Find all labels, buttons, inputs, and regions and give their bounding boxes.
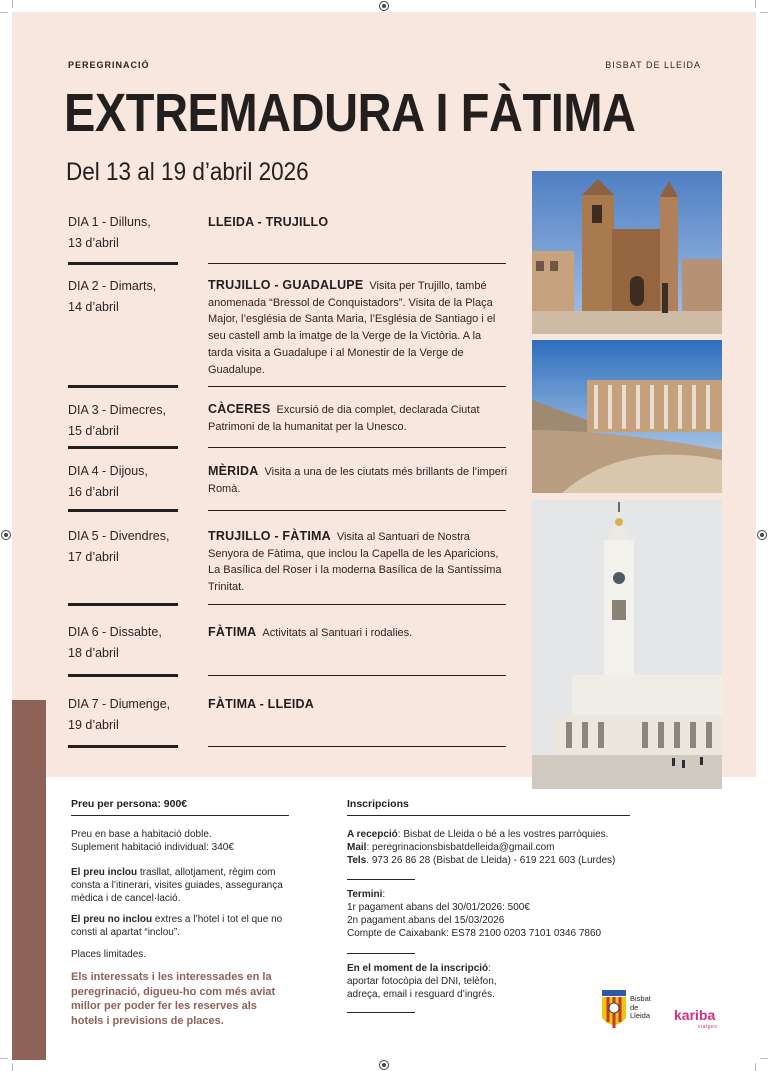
day-name: DIA 4 - Dijous,	[68, 464, 148, 478]
reception-line	[347, 828, 677, 841]
day-name: DIA 3 - Dimecres,	[68, 403, 166, 417]
accent-bar	[12, 700, 46, 1060]
places-limited: Places limitades.	[71, 949, 147, 960]
content-rule	[208, 263, 506, 264]
merida-theatre-illustration	[532, 340, 722, 493]
kariba-logo: kariba	[674, 1007, 716, 1023]
day-name: DIA 2 - Dimarts,	[68, 279, 157, 293]
mail-text: : peregrinacionsbisbatdelleida@gmail.com	[366, 842, 555, 853]
day-name: DIA 7 - Diumenge,	[68, 697, 171, 711]
eyebrow-category: PEREGRINACIÓ	[68, 60, 150, 70]
day-rule	[68, 385, 178, 388]
terms-second-payment: 2n pagament abans del 15/03/2026	[347, 915, 505, 926]
day-name: DIA 5 - Divendres,	[68, 529, 170, 543]
reception-text: : Bisbat de Lleida o bé a les vostres parròquies.	[397, 829, 609, 840]
day-label	[68, 276, 156, 318]
photo-trujillo	[532, 171, 722, 334]
day-description: Visita per Trujillo, també anomenada “Bressol de Conquistadors”. Visita de la Plaça Major, l’església de Santa Maria, l’Església de Santiago i el seu castell amb la imatge de la Verge de la Victòria. A la tarda visita a Guadalupe i al Monestir de la Verge de Guadalupe.	[208, 280, 496, 376]
day-place: FÀTIMA	[208, 625, 257, 639]
day-place: CÀCERES	[208, 402, 271, 416]
price-includes	[71, 866, 291, 905]
page-subtitle: Del 13 al 19 d’abril 2026	[66, 158, 309, 186]
mail-label: Mail	[347, 842, 367, 853]
divider	[347, 879, 415, 880]
crop-mark	[755, 0, 756, 8]
moment-heading	[347, 962, 567, 975]
day-place: TRUJILLO - FÀTIMA	[208, 529, 331, 543]
terms-first-payment: 1r pagament abans del 30/01/2026: 500€	[347, 902, 530, 913]
day-date: 16 d’abril	[68, 485, 119, 499]
registration-mark	[379, 1060, 389, 1070]
moment-colon: :	[488, 963, 491, 974]
content-rule	[208, 604, 506, 605]
day-name: DIA 6 - Dissabte,	[68, 625, 162, 639]
terms-label: Termini	[347, 889, 383, 900]
terms-bank-account: Compte de Caixabank: ES78 2100 0203 7101 0346 7860	[347, 928, 602, 939]
day-place: FÀTIMA - LLEIDA	[208, 697, 314, 711]
registration-mark	[757, 530, 767, 540]
day-label	[68, 694, 170, 736]
inscriptions-title: Inscripcions	[347, 798, 409, 810]
crop-mark	[760, 12, 768, 13]
day-description: Excursió de dia complet, declarada Ciutat Patrimoni de la humanitat per la Unesco.	[208, 404, 480, 433]
price-double-room: Preu en base a habitació doble.	[71, 829, 212, 840]
inscription-contacts	[347, 828, 677, 867]
moment-text: adreça, email i resguard d’ingrés.	[347, 989, 495, 1000]
kariba-logo-sub: viatges	[698, 1024, 718, 1030]
terms-heading	[347, 888, 677, 901]
content-rule	[208, 510, 506, 511]
bisbat-lleida-logo	[600, 990, 628, 1037]
photo-fatima	[532, 500, 722, 789]
day-date: 14 d’abril	[68, 300, 119, 314]
price-basics	[71, 828, 291, 854]
bisbat-shield-icon	[600, 990, 628, 1032]
bisbat-logo-line: Lleida	[630, 1011, 651, 1020]
crop-mark	[755, 1063, 756, 1071]
day-description: Visita a una de les ciutats més brillants de l’imperi Romà.	[208, 466, 508, 495]
day-place: LLEIDA - TRUJILLO	[208, 215, 329, 229]
price-title: Preu per persona: 900€	[71, 798, 188, 810]
interest-notice: Els interessats i les interessades en la peregrinació, digueu-ho com més aviat millor per poder fer les reserves als hotels i previsions de places.	[71, 971, 276, 1027]
day-date: 13 d’abril	[68, 236, 119, 250]
day-content	[208, 214, 508, 232]
crop-mark	[12, 1063, 13, 1071]
day-rule	[68, 745, 178, 748]
day-label	[68, 461, 148, 503]
day-description: Visita al Santuari de Nostra Senyora de Fàtima, que inclou la Capella de les Aparicions, La Basílica del Roser i la moderna Basílica de la Santíssima Trinitat.	[208, 531, 502, 594]
day-label	[68, 212, 151, 254]
crop-mark	[0, 1058, 8, 1059]
divider	[347, 1012, 415, 1013]
day-content	[208, 624, 508, 642]
mail-line	[347, 841, 677, 854]
registration-mark	[1, 530, 11, 540]
day-rule	[68, 603, 178, 606]
bisbat-logo-line: de	[630, 1002, 639, 1012]
content-rule	[208, 746, 506, 747]
day-place: MÈRIDA	[208, 464, 259, 478]
eyebrow-organizer: BISBAT DE LLEIDA	[605, 60, 701, 70]
day-rule	[68, 509, 178, 512]
crop-mark	[12, 0, 13, 8]
day-name: DIA 1 - Dilluns,	[68, 215, 151, 229]
day-content	[208, 463, 508, 497]
day-label	[68, 526, 169, 568]
terms-colon: :	[382, 889, 386, 900]
photo-merida	[532, 340, 722, 493]
day-rule	[68, 262, 178, 265]
day-content	[208, 696, 508, 714]
day-date: 19 d’abril	[68, 718, 119, 732]
tel-line	[347, 854, 677, 867]
day-content	[208, 277, 508, 378]
day-date: 17 d’abril	[68, 550, 119, 564]
payment-terms	[347, 888, 677, 940]
reception-label: A recepció	[347, 829, 398, 840]
content-rule	[208, 447, 506, 448]
day-label	[68, 400, 166, 442]
excludes-label: El preu no inclou	[71, 914, 153, 925]
trujillo-church-illustration	[532, 171, 722, 334]
day-label	[68, 622, 162, 664]
crop-mark	[760, 1058, 768, 1059]
day-rule	[68, 446, 178, 449]
includes-text: trasllat, allotjament, règim com consta a l’itinerari, visites guiades, assegurança mèdica i de cancel·lació.	[71, 867, 283, 904]
day-content	[208, 401, 508, 435]
page-title: EXTREMADURA I FÀTIMA	[64, 83, 636, 143]
bisbat-logo-line: Bisbat	[630, 994, 651, 1003]
day-description: Activitats al Santuari i rodalies.	[262, 627, 413, 639]
day-date: 18 d’abril	[68, 646, 119, 660]
moment-text: aportar fotocòpia del DNI, telèfon,	[347, 976, 497, 987]
registration-requirements	[347, 962, 567, 1001]
fatima-basilica-illustration	[532, 500, 722, 789]
tel-text: . 973 26 86 28 (Bisbat de Lleida) - 619 221 603 (Lurdes)	[366, 855, 616, 866]
divider	[347, 953, 415, 954]
inscriptions-rule	[347, 815, 630, 816]
registration-mark	[379, 1, 389, 11]
tel-label: Tels	[347, 855, 367, 866]
day-date: 15 d’abril	[68, 424, 119, 438]
day-content	[208, 528, 508, 596]
price-single-supplement: Suplement habitació individual: 340€	[71, 842, 234, 853]
content-rule	[208, 386, 506, 387]
bisbat-logo-text	[630, 995, 651, 1021]
includes-label: El preu inclou	[71, 867, 138, 878]
excludes-text: extres a l’hotel i tot el que no consti al apartat “inclou”.	[71, 914, 283, 938]
price-excludes	[71, 913, 291, 939]
day-place: TRUJILLO - GUADALUPE	[208, 278, 364, 292]
crop-mark	[0, 12, 8, 13]
content-rule	[208, 675, 506, 676]
price-rule	[71, 815, 289, 816]
day-rule	[68, 674, 178, 677]
moment-label: En el moment de la inscripció	[347, 963, 489, 974]
